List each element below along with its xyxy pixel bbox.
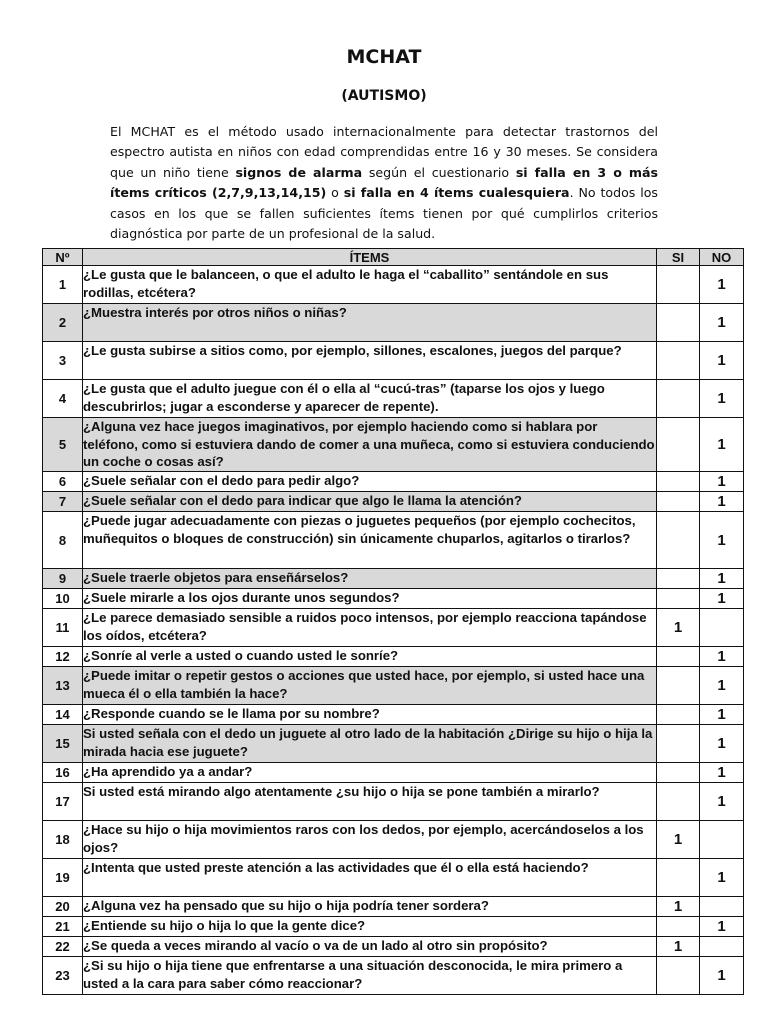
answer-no (700, 821, 744, 859)
item-number: 7 (43, 492, 83, 512)
answer-no: 1 (700, 266, 744, 304)
table-row (43, 647, 744, 667)
answer-si (657, 380, 700, 418)
intro-bold-any: si falla en 4 ítems cualesquiera (343, 185, 570, 201)
table-row (43, 589, 744, 609)
item-question: ¿Entiende su hijo o hija lo que la gente dice? (83, 917, 657, 937)
table-row (43, 763, 744, 783)
item-number: 11 (43, 609, 83, 647)
answer-no: 1 (700, 667, 744, 705)
item-number: 6 (43, 472, 83, 492)
intro-text-1: El MCHAT es el método usado internacionalmente para detectar trastornos del espectro autista en niños con edad comprendidas entre 16 y 30 meses. Se considera que un niño tiene (110, 124, 658, 180)
answer-si (657, 725, 700, 763)
answer-no: 1 (700, 859, 744, 897)
answer-si (657, 667, 700, 705)
answer-si (657, 342, 700, 380)
answer-si (657, 418, 700, 472)
item-number: 18 (43, 821, 83, 859)
answer-no: 1 (700, 589, 744, 609)
answer-si (657, 492, 700, 512)
table-body (43, 266, 744, 995)
item-number: 8 (43, 512, 83, 569)
answer-no: 1 (700, 569, 744, 589)
answer-no: 1 (700, 957, 744, 995)
answer-si (657, 512, 700, 569)
item-question: ¿Suele mirarle a los ojos durante unos segundos? (83, 589, 657, 609)
answer-si: 1 (657, 937, 700, 957)
item-question: ¿Puede jugar adecuadamente con piezas o juguetes pequeños (por ejemplo cochecitos, muñequitos o bloques de construcción) sin únicamente chuparlos, agitarlos o tirarlos? (83, 512, 657, 569)
item-question: ¿Suele señalar con el dedo para indicar que algo le llama la atención? (83, 492, 657, 512)
answer-si (657, 957, 700, 995)
item-number: 22 (43, 937, 83, 957)
intro-paragraph (110, 122, 658, 244)
table-row (43, 859, 744, 897)
answer-si (657, 859, 700, 897)
intro-bold-alarm: signos de alarma (235, 164, 363, 180)
item-question: Si usted señala con el dedo un juguete al otro lado de la habitación ¿Dirige su hijo o hija la mirada hacia ese juguete? (83, 725, 657, 763)
table-row (43, 492, 744, 512)
answer-no: 1 (700, 783, 744, 821)
item-number: 1 (43, 266, 83, 304)
item-number: 3 (43, 342, 83, 380)
table-row (43, 667, 744, 705)
mchat-table (42, 248, 744, 995)
answer-no (700, 937, 744, 957)
answer-si (657, 472, 700, 492)
intro-text-4: . No todos los casos en los que se fallen suficientes ítems tienen por qué cumplirlos criterios diagnóstica por parte de un profesional de la salud. (110, 185, 658, 242)
table-row (43, 512, 744, 569)
answer-no (700, 609, 744, 647)
item-question: ¿Hace su hijo o hija movimientos raros con los dedos, por ejemplo, acercándoselos a los ojos? (83, 821, 657, 859)
page-subtitle: (AUTISMO) (341, 88, 427, 104)
item-number: 15 (43, 725, 83, 763)
page-title: MCHAT (346, 46, 422, 68)
header-items: ÍTEMS (83, 249, 657, 266)
item-number: 16 (43, 763, 83, 783)
answer-si: 1 (657, 821, 700, 859)
answer-si (657, 647, 700, 667)
answer-si (657, 589, 700, 609)
table-row (43, 705, 744, 725)
item-question: ¿Le gusta que el adulto juegue con él o ella al “cucú-tras” (taparse los ojos y luego descubrirlos; jugar a esconderse y aparecer de repente). (83, 380, 657, 418)
answer-no: 1 (700, 492, 744, 512)
table-row (43, 472, 744, 492)
item-question: ¿Suele señalar con el dedo para pedir algo? (83, 472, 657, 492)
table-row (43, 957, 744, 995)
item-question: ¿Si su hijo o hija tiene que enfrentarse a una situación desconocida, le mira primero a usted a la cara para saber cómo reaccionar? (83, 957, 657, 995)
answer-si (657, 705, 700, 725)
table-row (43, 569, 744, 589)
item-question: ¿Le parece demasiado sensible a ruidos poco intensos, por ejemplo reacciona tapándose los oídos, etcétera? (83, 609, 657, 647)
answer-no: 1 (700, 763, 744, 783)
answer-no: 1 (700, 380, 744, 418)
item-question: Si usted está mirando algo atentamente ¿su hijo o hija se pone también a mirarlo? (83, 783, 657, 821)
item-number: 10 (43, 589, 83, 609)
answer-no (700, 897, 744, 917)
answer-no: 1 (700, 472, 744, 492)
table-row (43, 380, 744, 418)
answer-si (657, 569, 700, 589)
item-number: 4 (43, 380, 83, 418)
table-row (43, 418, 744, 472)
item-question: ¿Responde cuando se le llama por su nombre? (83, 705, 657, 725)
item-number: 20 (43, 897, 83, 917)
item-number: 12 (43, 647, 83, 667)
intro-text-3: o (326, 185, 344, 201)
item-number: 13 (43, 667, 83, 705)
item-question: ¿Ha aprendido ya a andar? (83, 763, 657, 783)
answer-si (657, 763, 700, 783)
table-row (43, 937, 744, 957)
item-question: ¿Sonríe al verle a usted o cuando usted le sonríe? (83, 647, 657, 667)
answer-si (657, 304, 700, 342)
header-no: NO (700, 249, 744, 266)
item-question: ¿Suele traerle objetos para enseñárselos? (83, 569, 657, 589)
item-number: 21 (43, 917, 83, 937)
header-si: SI (657, 249, 700, 266)
answer-no: 1 (700, 647, 744, 667)
answer-no: 1 (700, 512, 744, 569)
answer-no: 1 (700, 418, 744, 472)
item-question: ¿Puede imitar o repetir gestos o acciones que usted hace, por ejemplo, si usted hace una mueca él o ella también la hace? (83, 667, 657, 705)
table-header-row (43, 249, 744, 266)
intro-text-2: según el cuestionario (362, 164, 516, 180)
table-row (43, 304, 744, 342)
item-question: ¿Le gusta que le balanceen, o que el adulto le haga el “caballito” sentándole en sus rodillas, etcétera? (83, 266, 657, 304)
item-number: 2 (43, 304, 83, 342)
answer-si: 1 (657, 897, 700, 917)
answer-si (657, 783, 700, 821)
answer-si: 1 (657, 609, 700, 647)
table-row (43, 821, 744, 859)
table-row (43, 609, 744, 647)
item-number: 14 (43, 705, 83, 725)
answer-no: 1 (700, 917, 744, 937)
item-question: ¿Intenta que usted preste atención a las actividades que él o ella está haciendo? (83, 859, 657, 897)
answer-si (657, 917, 700, 937)
intro-bold-critical: si falla en 3 o más ítems críticos (2,7,9,13,14,15) (110, 164, 659, 201)
answer-si (657, 266, 700, 304)
table-row (43, 917, 744, 937)
answer-no: 1 (700, 304, 744, 342)
item-question: ¿Muestra interés por otros niños o niñas? (83, 304, 657, 342)
item-question: ¿Se queda a veces mirando al vacío o va de un lado al otro sin propósito? (83, 937, 657, 957)
item-question: ¿Alguna vez hace juegos imaginativos, por ejemplo haciendo como si hablara por teléfono, como si estuviera dando de comer a una muñeca, como si estuviera conduciendo un coche o cosas así? (83, 418, 657, 472)
table-row (43, 783, 744, 821)
table-row (43, 266, 744, 304)
answer-no: 1 (700, 342, 744, 380)
header-num: Nº (43, 249, 83, 266)
item-question: ¿Le gusta subirse a sitios como, por ejemplo, sillones, escalones, juegos del parque? (83, 342, 657, 380)
item-number: 19 (43, 859, 83, 897)
item-number: 17 (43, 783, 83, 821)
item-number: 9 (43, 569, 83, 589)
item-number: 5 (43, 418, 83, 472)
table-row (43, 725, 744, 763)
table-row (43, 342, 744, 380)
answer-no: 1 (700, 705, 744, 725)
table-row (43, 897, 744, 917)
item-question: ¿Alguna vez ha pensado que su hijo o hija podría tener sordera? (83, 897, 657, 917)
answer-no: 1 (700, 725, 744, 763)
item-number: 23 (43, 957, 83, 995)
